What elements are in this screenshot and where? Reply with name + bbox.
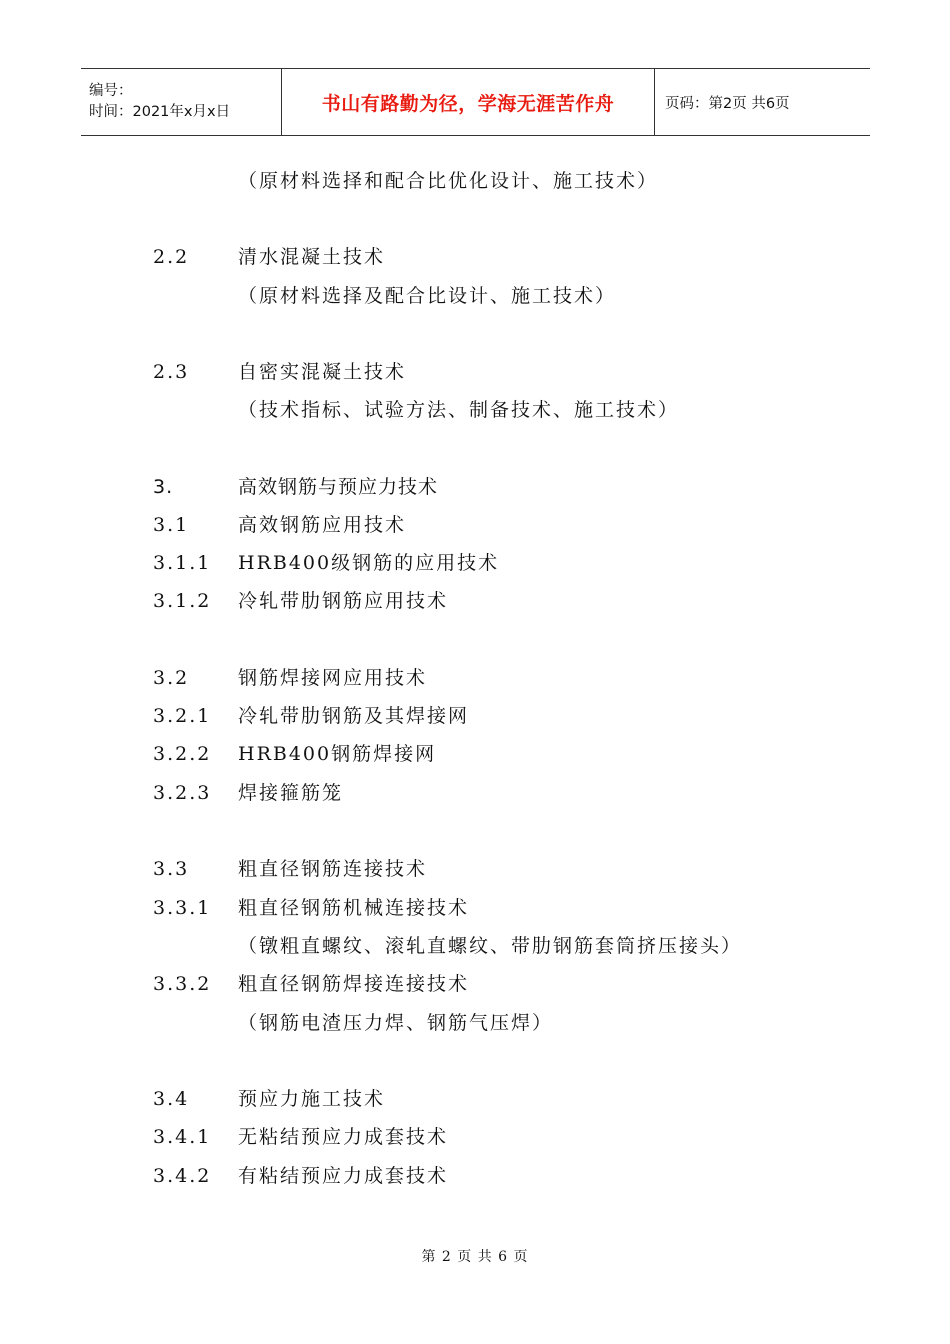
section-number: 3.2.3 [153,782,212,804]
page-footer: 第 2 页 共 6 页 [421,1249,529,1265]
section-number: 3. [153,476,174,498]
section-number: 3.1 [153,514,190,536]
section-number: 3.2.2 [153,743,212,765]
section-title: 预应力施工技术 [238,1088,386,1110]
section-title: 清水混凝土技术 [238,246,386,268]
section-title: 粗直径钢筋连接技术 [238,858,428,880]
section-number: 3.4 [153,1088,190,1110]
section-title: HRB400钢筋焊接网 [238,743,437,765]
section-number: 3.2 [153,667,190,689]
section-number: 3.3 [153,858,190,880]
line-text: （镦粗直螺纹、滚轧直螺纹、带肋钢筋套筒挤压接头） [238,935,743,957]
header-slogan: 书山有路勤为径，学海无涯苦作舟 [321,92,615,115]
section-number: 2.2 [153,246,190,268]
section-number: 3.4.1 [153,1126,212,1148]
section-number: 3.3.2 [153,973,212,995]
section-title: 自密实混凝土技术 [238,361,407,383]
line-text: （技术指标、试验方法、制备技术、施工技术） [238,399,680,421]
section-number: 3.1.1 [153,552,212,574]
section-title: 有粘结预应力成套技术 [238,1165,449,1187]
section-number: 3.1.2 [153,590,212,612]
header-meta [81,69,282,135]
section-title: 钢筋焊接网应用技术 [238,667,428,689]
section-title: 高效钢筋与预应力技术 [238,476,439,498]
document-time-label: 时间：2021年x月x日 [89,104,231,120]
header-slogan-cell [282,69,655,135]
header-page-info: 页码：第2页 共6页 [665,95,790,112]
section-number: 2.3 [153,361,190,383]
section-number: 3.3.1 [153,897,212,919]
section-number: 3.2.1 [153,705,212,727]
section-title: 焊接箍筋笼 [238,782,344,804]
section-title: 冷轧带肋钢筋应用技术 [238,590,449,612]
section-title: 冷轧带肋钢筋及其焊接网 [238,705,470,727]
section-title: 高效钢筋应用技术 [238,514,407,536]
line-text: （原材料选择和配合比优化设计、施工技术） [238,170,659,192]
section-number: 3.4.2 [153,1165,212,1187]
page-header [81,68,870,136]
section-title: 粗直径钢筋机械连接技术 [238,897,470,919]
line-text: （原材料选择及配合比设计、施工技术） [238,285,617,307]
document-number-label: 编号： [89,83,133,99]
section-title: 粗直径钢筋焊接连接技术 [238,973,470,995]
header-page-info-cell [655,69,870,135]
line-text: （钢筋电渣压力焊、钢筋气压焊） [238,1012,554,1034]
section-title: HRB400级钢筋的应用技术 [238,552,500,574]
section-title: 无粘结预应力成套技术 [238,1126,449,1148]
